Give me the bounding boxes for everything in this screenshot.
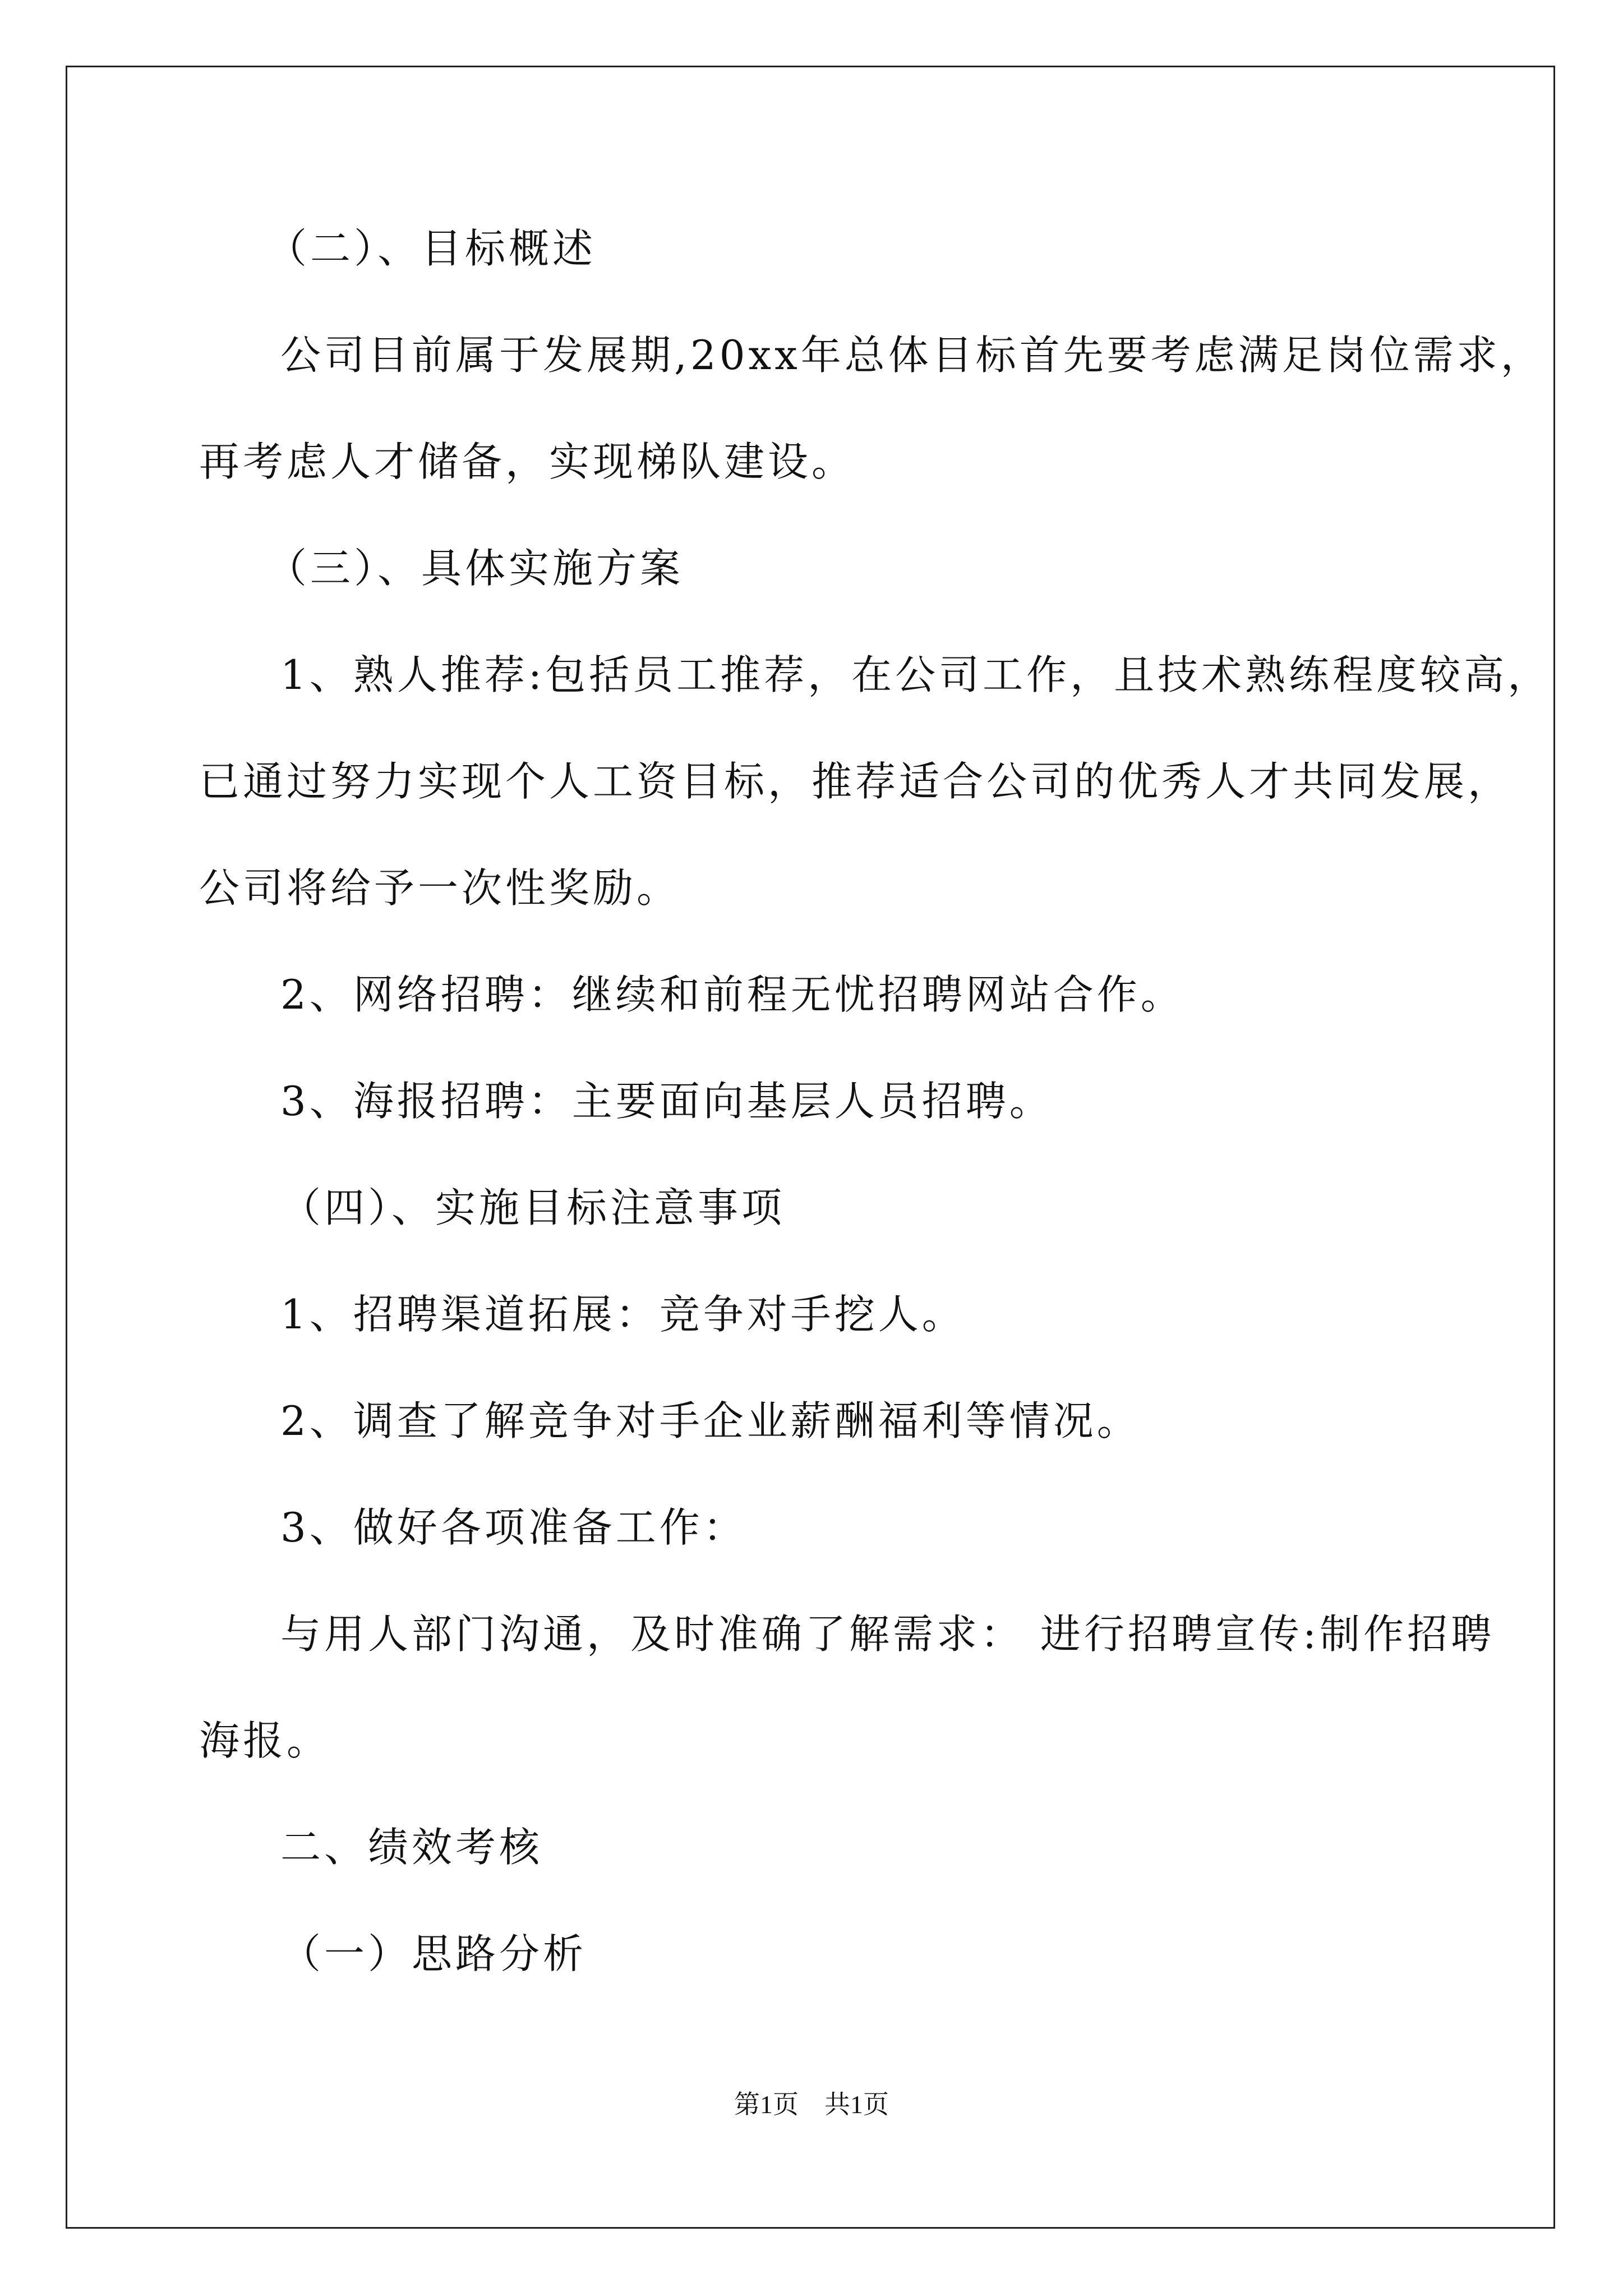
paragraph-line: 再考虑人才储备，实现梯队建设。	[199, 438, 856, 485]
paragraph-line: 1、熟人推荐:包括员工推荐，在公司工作，且技术熟练程度较高，	[280, 651, 1552, 698]
page-border	[66, 66, 1555, 2229]
list-item: 3、海报招聘：主要面向基层人员招聘。	[280, 1078, 1053, 1125]
list-item: 2、调查了解竞争对手企业薪酬福利等情况。	[280, 1397, 1141, 1444]
paragraph-line: 公司目前属于发展期,20xx年总体目标首先要考虑满足岗位需求，	[280, 332, 1544, 379]
section-heading: （二）、目标概述	[266, 225, 597, 272]
paragraph-line: 海报。	[199, 1717, 331, 1764]
paragraph-line: 与用人部门沟通，及时准确了解需求： 进行招聘宣传:制作招聘	[280, 1611, 1495, 1658]
section-heading: （三）、具体实施方案	[266, 545, 684, 592]
list-item: 3、做好各项准备工作：	[280, 1504, 747, 1551]
page-footer: 第1页 共1页	[734, 2090, 889, 2119]
paragraph-line: 已通过努力实现个人工资目标，推荐适合公司的优秀人才共同发展，	[199, 758, 1512, 805]
section-heading: （一）思路分析	[280, 1930, 587, 1977]
section-heading: （四）、实施目标注意事项	[280, 1184, 786, 1231]
section-heading: 二、绩效考核	[280, 1824, 543, 1871]
paragraph-line: 公司将给予一次性奖励。	[199, 864, 681, 912]
list-item: 1、招聘渠道拓展：竞争对手挖人。	[280, 1291, 966, 1338]
list-item: 2、网络招聘：继续和前程无忧招聘网站合作。	[280, 971, 1184, 1018]
